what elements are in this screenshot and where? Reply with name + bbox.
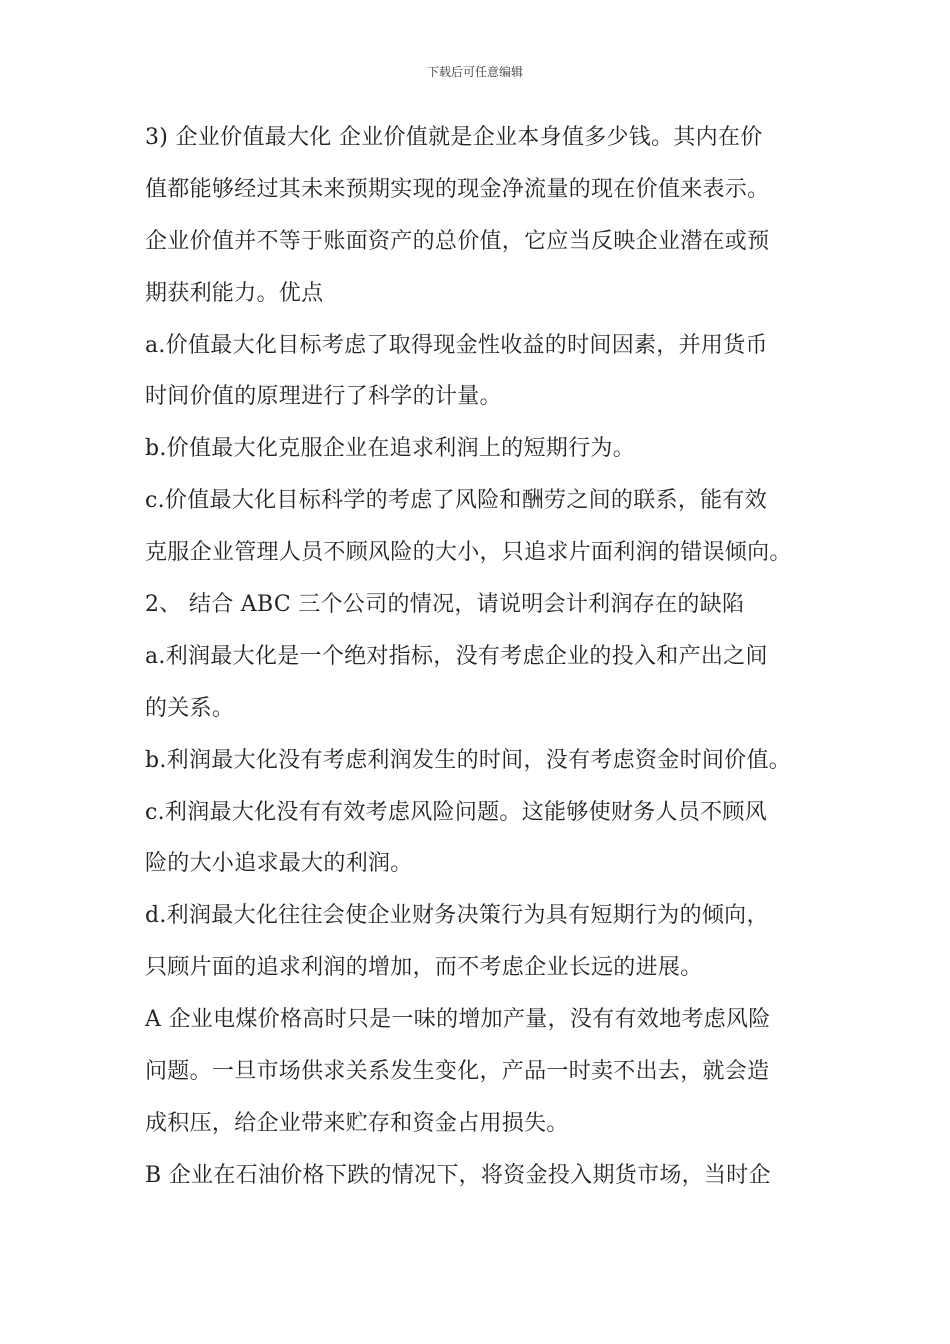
text-line: 问题。一旦市场供求关系发生变化，产品一时卖不出去，就会造 <box>145 1059 770 1085</box>
text-line: 成积压，给企业带来贮存和资金占用损失。 <box>145 1110 569 1136</box>
text-line: b.价值最大化克服企业在追求利润上的短期行为。 <box>145 436 635 462</box>
text-line: 值都能够经过其未来预期实现的现金净流量的现在价值来表示。 <box>145 176 770 202</box>
text-line: B 企业在石油价格下跌的情况下，将资金投入期货市场，当时企 <box>145 1162 771 1188</box>
text-line: 期获利能力。优点 <box>145 280 324 306</box>
text-line: 时间价值的原理进行了科学的计量。 <box>145 384 502 410</box>
text-line: 2、 结合 ABC 三个公司的情况，请说明会计利润存在的缺陷 <box>145 592 745 618</box>
text-line: b.利润最大化没有考虑利润发生的时间，没有考虑资金时间价值。 <box>145 747 792 773</box>
page-header: 下载后可任意编辑 <box>426 65 523 79</box>
text-line: c.价值最大化目标科学的考虑了风险和酬劳之间的联系，能有效 <box>145 488 768 514</box>
text-line: 的关系。 <box>145 695 235 721</box>
text-line: c.利润最大化没有有效考虑风险问题。这能够使财务人员不顾风 <box>145 799 768 825</box>
text-line: a.价值最大化目标考虑了取得现金性收益的时间因素，并用货币 <box>145 332 768 358</box>
text-line: d.利润最大化往往会使企业财务决策行为具有短期行为的倾向， <box>145 903 769 929</box>
text-line: 只顾片面的追求利润的增加，而不考虑企业长远的进展。 <box>145 955 703 981</box>
text-line: 险的大小追求最大的利润。 <box>145 851 413 877</box>
text-line: A 企业电煤价格高时只是一味的增加产量，没有有效地考虑风险 <box>145 1007 771 1033</box>
text-line: 企业价值并不等于账面资产的总价值，它应当反映企业潜在或预 <box>145 228 770 254</box>
document-body <box>145 112 825 1202</box>
text-line: a.利润最大化是一个绝对指标，没有考虑企业的投入和产出之间 <box>145 643 768 669</box>
text-line: 克服企业管理人员不顾风险的大小，只追求片面利润的错误倾向。 <box>145 540 792 566</box>
text-line: 3) 企业价值最大化 企业价值就是企业本身值多少钱。其内在价 <box>145 125 763 150</box>
